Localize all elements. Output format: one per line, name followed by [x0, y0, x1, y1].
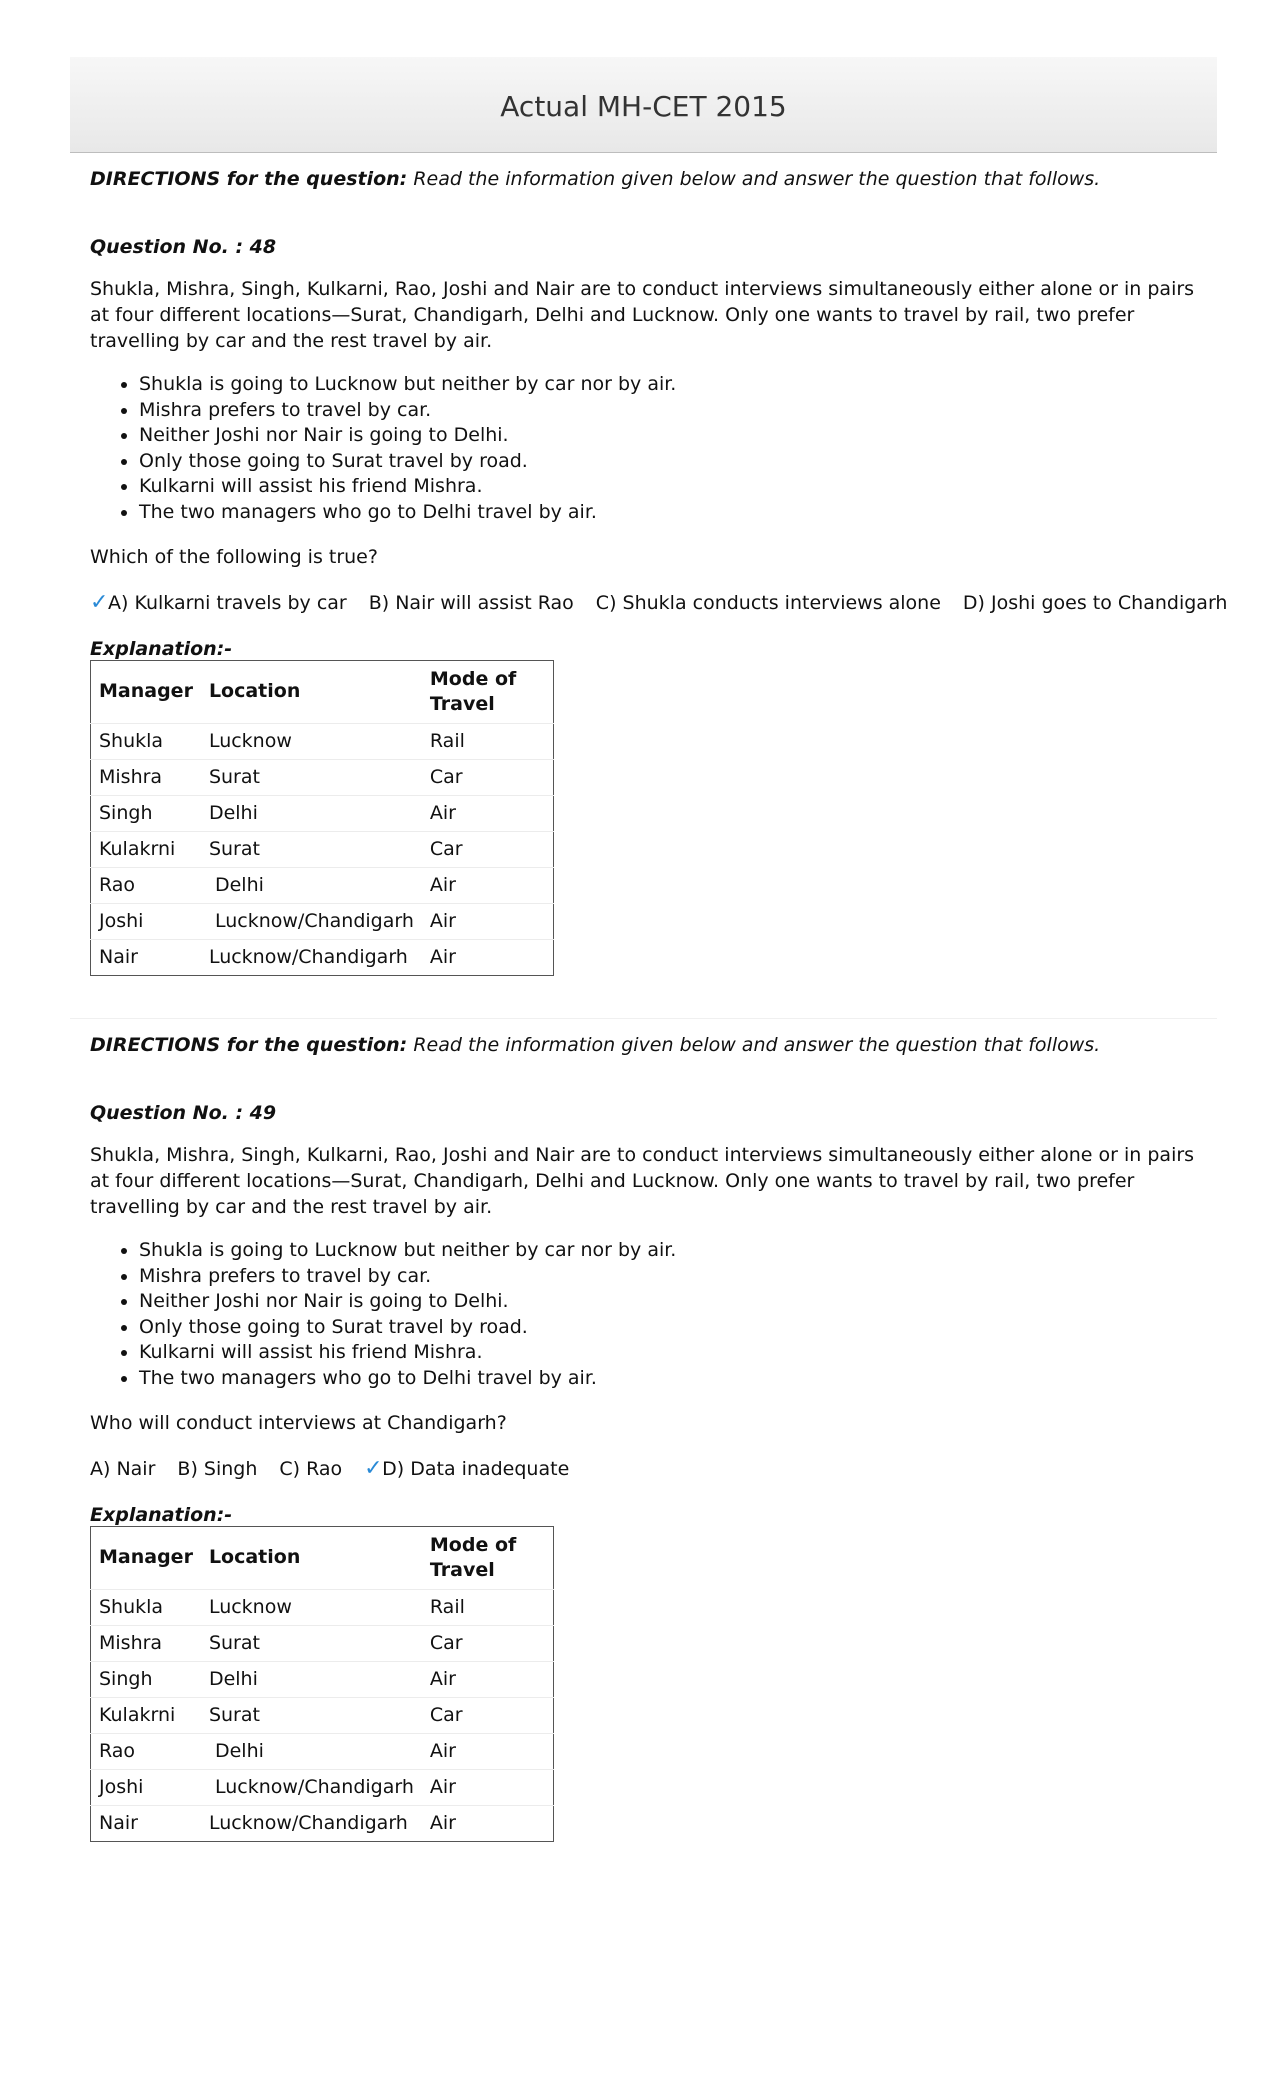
- question-passage: Shukla, Mishra, Singh, Kulkarni, Rao, Joshi and Nair are to conduct interviews simultaneously either alone or in pairs at four different locations—Surat, Chandigarh, Delhi and Lucknow. Only one wants to travel by rail, two prefer travelling by car and the rest travel by air.: [90, 278, 1195, 352]
- option-c[interactable]: [279, 1458, 342, 1480]
- question-number: Question No. : 48: [90, 236, 277, 258]
- directions: [90, 168, 1210, 194]
- condition-item: • Only those going to Surat travel by road.: [139, 449, 1210, 475]
- table-cell: Shukla: [91, 723, 201, 759]
- table-cell: Air: [422, 1769, 554, 1805]
- table-cell: Air: [422, 1805, 554, 1841]
- table-cell: Car: [422, 831, 554, 867]
- table-row: [91, 1697, 554, 1733]
- table-cell: Rao: [91, 867, 201, 903]
- table-row: [91, 1769, 554, 1805]
- table-cell: Delhi: [201, 867, 422, 903]
- condition-item: • The two managers who go to Delhi travel by air.: [139, 500, 1210, 526]
- condition-list: [90, 1238, 1210, 1392]
- table-cell: Mishra: [91, 1625, 201, 1661]
- table-cell: Lucknow/Chandigarh: [201, 1769, 422, 1805]
- column-header: Location: [208, 680, 301, 703]
- directions-label: DIRECTIONS for the question:: [90, 1034, 408, 1056]
- table-row: [91, 939, 554, 975]
- table-row: [91, 1733, 554, 1769]
- table-cell: Mishra: [91, 759, 201, 795]
- table-cell: Singh: [91, 795, 201, 831]
- table-cell: Air: [422, 867, 554, 903]
- directions-text: Read the information given below and answer the question that follows.: [407, 168, 1101, 190]
- question-passage: Shukla, Mishra, Singh, Kulkarni, Rao, Joshi and Nair are to conduct interviews simultaneously either alone or in pairs at four different locations—Surat, Chandigarh, Delhi and Lucknow. Only one wants to travel by rail, two prefer travelling by car and the rest travel by air.: [90, 1144, 1195, 1218]
- table-cell: Nair: [91, 939, 201, 975]
- table-cell: Air: [422, 1733, 554, 1769]
- column-header: Manager: [99, 1546, 193, 1569]
- option-b[interactable]: [177, 1458, 257, 1480]
- table-cell: Lucknow/Chandigarh: [201, 939, 422, 975]
- page-title: Actual MH-CET 2015: [500, 90, 787, 123]
- table-row: [91, 1805, 554, 1841]
- table-cell: Rao: [91, 1733, 201, 1769]
- option-label: B) Singh: [177, 1457, 258, 1480]
- table-row: [91, 1661, 554, 1697]
- option-label: A) Kulkarni travels by car: [108, 592, 347, 615]
- option-label: C) Shukla conducts interviews alone: [595, 591, 941, 614]
- condition-item: • Shukla is going to Lucknow but neither by car nor by air.: [139, 1238, 1210, 1264]
- table-cell: Kulakrni: [91, 1697, 201, 1733]
- answer-options: [90, 1456, 1210, 1482]
- option-label: B) Nair will assist Rao: [368, 591, 574, 614]
- question-number: Question No. : 49: [90, 1102, 277, 1124]
- table-cell: Rail: [422, 723, 554, 759]
- condition-list: [90, 372, 1210, 526]
- checkmark-icon: ✓: [364, 1456, 383, 1482]
- explanation-table: [90, 1526, 554, 1842]
- option-c[interactable]: [596, 592, 941, 614]
- table-cell: Surat: [201, 1697, 422, 1733]
- table-cell: Shukla: [91, 1589, 201, 1625]
- option-a[interactable]: [90, 1458, 155, 1480]
- table-cell: Air: [422, 939, 554, 975]
- table-cell: Air: [422, 795, 554, 831]
- option-d[interactable]: [364, 1456, 569, 1481]
- table-cell: Car: [422, 1625, 554, 1661]
- directions: [90, 1034, 1210, 1060]
- column-header: Mode of Travel: [429, 1533, 517, 1581]
- table-cell: Car: [422, 759, 554, 795]
- table-cell: Surat: [201, 1625, 422, 1661]
- condition-item: • Mishra prefers to travel by car.: [139, 1264, 1210, 1290]
- condition-item: • Mishra prefers to travel by car.: [139, 398, 1210, 424]
- table-row: [91, 723, 554, 759]
- option-a[interactable]: [90, 590, 347, 615]
- table-cell: Lucknow: [201, 723, 422, 759]
- option-label: C) Rao: [279, 1457, 343, 1480]
- option-label: D) Joshi goes to Chandigarh: [962, 591, 1228, 614]
- table-cell: Singh: [91, 1661, 201, 1697]
- condition-item: • Neither Joshi nor Nair is going to Delhi.: [139, 423, 1210, 449]
- table-cell: Surat: [201, 831, 422, 867]
- condition-item: • Kulkarni will assist his friend Mishra.: [139, 474, 1210, 500]
- directions-text: Read the information given below and answer the question that follows.: [407, 1034, 1101, 1056]
- table-cell: Surat: [201, 759, 422, 795]
- option-label: D) Data inadequate: [382, 1458, 570, 1481]
- table-row: [91, 759, 554, 795]
- condition-item: • The two managers who go to Delhi travel by air.: [139, 1366, 1210, 1392]
- table-cell: Lucknow/Chandigarh: [201, 903, 422, 939]
- column-header: Mode of Travel: [429, 667, 517, 715]
- table-cell: Delhi: [201, 795, 422, 831]
- question-divider: [70, 1018, 1217, 1019]
- question-block-48: [90, 168, 1228, 976]
- page-header: [70, 57, 1217, 153]
- table-cell: Delhi: [201, 1733, 422, 1769]
- table-row: [91, 1589, 554, 1625]
- table-row: [91, 1625, 554, 1661]
- option-d[interactable]: [963, 592, 1228, 614]
- question-block-49: [90, 1034, 1210, 1842]
- condition-item: • Neither Joshi nor Nair is going to Delhi.: [139, 1289, 1210, 1315]
- checkmark-icon: ✓: [90, 590, 109, 616]
- question-text: Which of the following is true?: [90, 545, 378, 568]
- table-cell: Joshi: [91, 903, 201, 939]
- directions-label: DIRECTIONS for the question:: [90, 168, 408, 190]
- table-cell: Air: [422, 903, 554, 939]
- table-cell: Delhi: [201, 1661, 422, 1697]
- option-b[interactable]: [369, 592, 574, 614]
- condition-item: • Shukla is going to Lucknow but neither by car nor by air.: [139, 372, 1210, 398]
- table-row: [91, 795, 554, 831]
- table-cell: Rail: [422, 1589, 554, 1625]
- explanation-label: Explanation:-: [90, 1503, 233, 1526]
- table-cell: Kulakrni: [91, 831, 201, 867]
- table-row: [91, 867, 554, 903]
- explanation-table: [90, 660, 554, 976]
- table-cell: Lucknow: [201, 1589, 422, 1625]
- column-header: Manager: [99, 680, 193, 703]
- answer-options: [90, 590, 1228, 616]
- table-header-row: [91, 660, 554, 723]
- column-header: Location: [208, 1546, 301, 1569]
- condition-item: • Kulkarni will assist his friend Mishra.: [139, 1340, 1210, 1366]
- table-row: [91, 903, 554, 939]
- question-text: Who will conduct interviews at Chandigarh?: [90, 1411, 507, 1434]
- table-cell: Nair: [91, 1805, 201, 1841]
- option-label: A) Nair: [90, 1457, 156, 1480]
- table-header-row: [91, 1526, 554, 1589]
- table-row: [91, 831, 554, 867]
- table-cell: Lucknow/Chandigarh: [201, 1805, 422, 1841]
- table-cell: Air: [422, 1661, 554, 1697]
- table-cell: Car: [422, 1697, 554, 1733]
- explanation-label: Explanation:-: [90, 637, 233, 660]
- condition-item: • Only those going to Surat travel by road.: [139, 1315, 1210, 1341]
- table-cell: Joshi: [91, 1769, 201, 1805]
